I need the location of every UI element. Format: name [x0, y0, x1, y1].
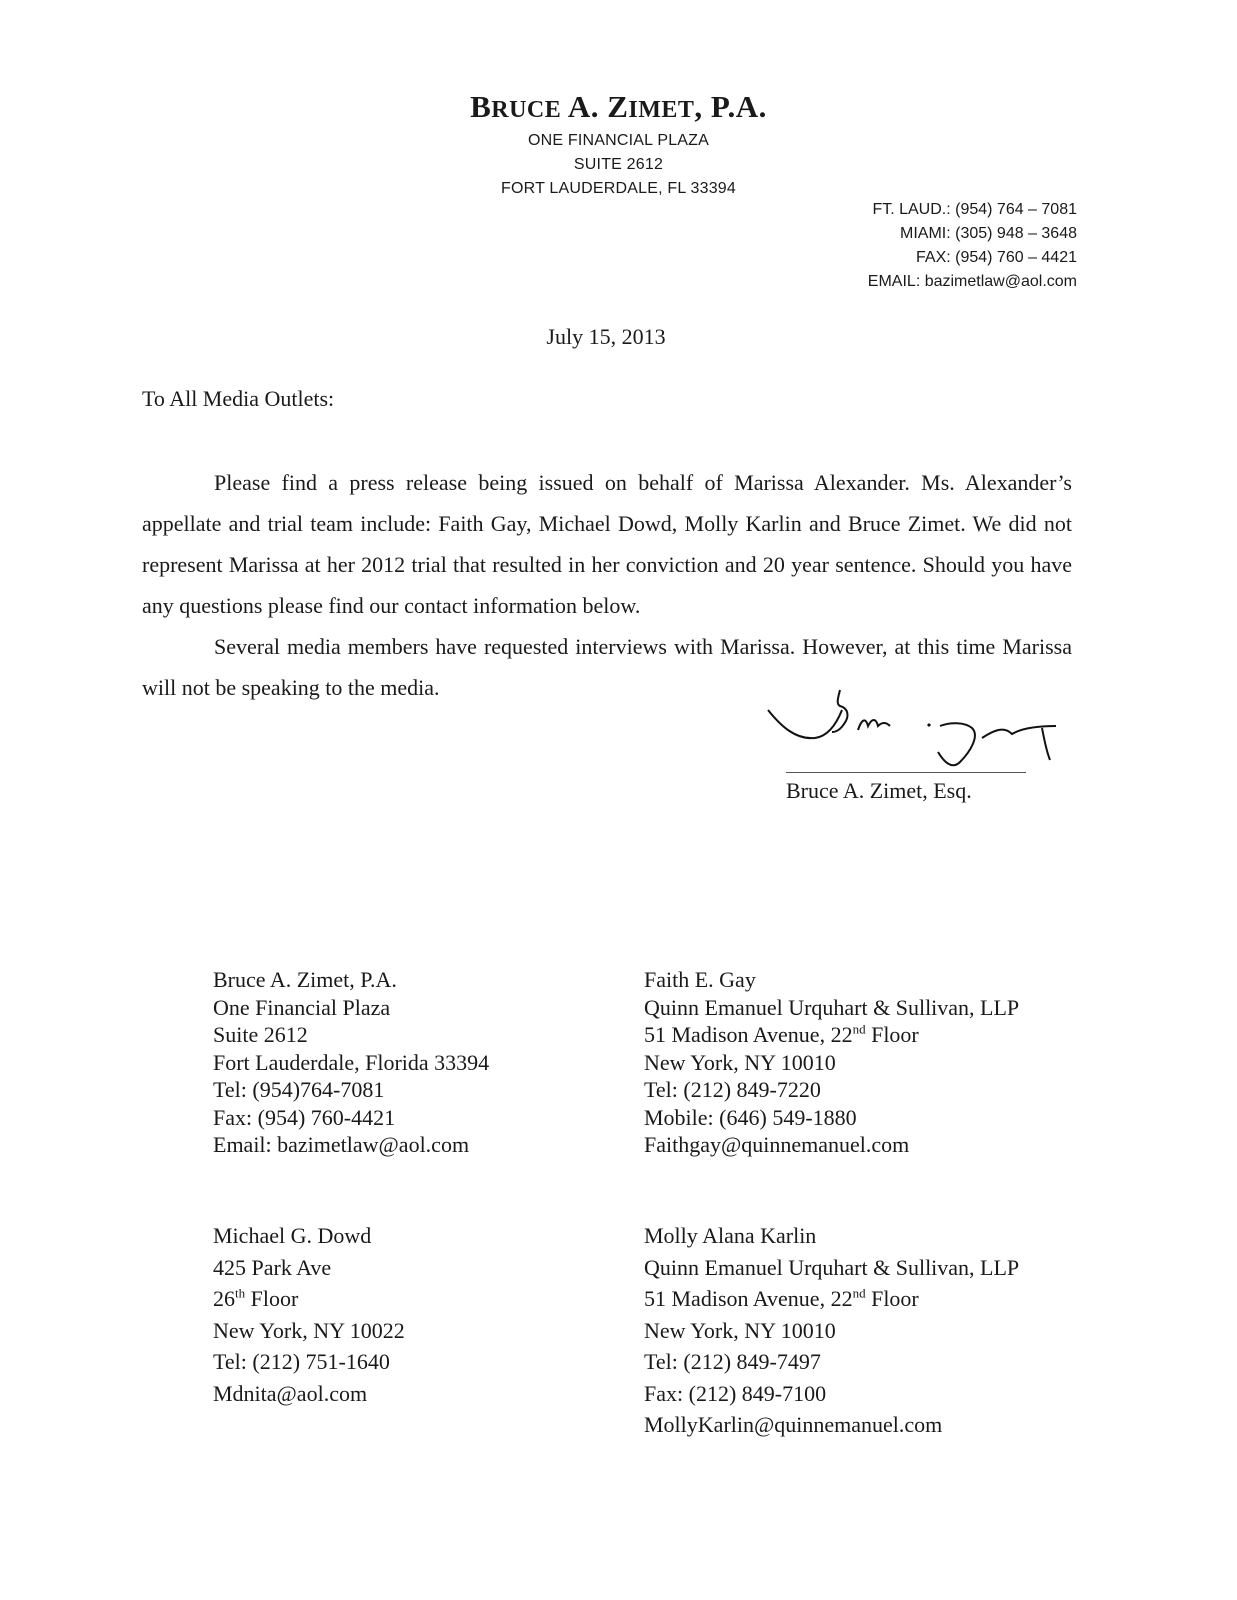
contact-address-part: Floor	[865, 1022, 919, 1047]
letterhead-address-line: FORT LAUDERDALE, FL 33394	[500, 180, 737, 197]
contact-card-zimet	[213, 966, 489, 1159]
contact-line: One Financial Plaza	[213, 994, 391, 1020]
contact-card-karlin	[644, 1220, 1019, 1441]
contact-line: Fax: (954) 760-4421	[213, 1104, 396, 1130]
contact-street: 425 Park Ave	[213, 1254, 332, 1280]
contact-floor	[213, 1283, 405, 1315]
contact-line: Suite 2612	[213, 1022, 308, 1047]
contact-name: Faith E. Gay	[644, 967, 756, 992]
ordinal-suffix: th	[235, 1285, 246, 1301]
contact-city: New York, NY 10010	[644, 1317, 836, 1343]
letterhead-phone-miami: MIAMI: (305) 948 – 3648	[900, 225, 1077, 242]
contact-card-dowd	[213, 1220, 405, 1409]
ordinal-suffix: nd	[852, 1285, 866, 1301]
contact-floor-part: 26	[213, 1286, 235, 1311]
contact-city: New York, NY 10022	[213, 1317, 405, 1343]
contact-address-part: Floor	[865, 1286, 919, 1311]
contact-floor-part: Floor	[245, 1286, 299, 1311]
firm-name-part: A.	[567, 89, 599, 124]
contact-firm: Quinn Emanuel Urquhart & Sullivan, LLP	[644, 1254, 1020, 1280]
firm-name-part: IMET	[628, 97, 695, 123]
firm-name	[0, 88, 1237, 129]
letterhead	[0, 88, 1237, 201]
contact-email: MollyKarlin@quinnemanuel.com	[644, 1412, 943, 1437]
contact-email: Email: bazimetlaw@aol.com	[213, 1132, 470, 1157]
contact-line: Tel: (954)764-7081	[213, 1077, 385, 1102]
ordinal-suffix: nd	[852, 1021, 866, 1037]
contact-fax: Fax: (212) 849-7100	[644, 1380, 827, 1406]
letterhead-address-line: ONE FINANCIAL PLAZA	[527, 132, 710, 149]
contact-line: Bruce A. Zimet, P.A.	[213, 967, 397, 992]
contact-tel: Tel: (212) 849-7220	[644, 1077, 821, 1102]
contact-tel: Tel: (212) 751-1640	[213, 1349, 390, 1374]
contact-line: Fort Lauderdale, Florida 33394	[213, 1049, 490, 1075]
firm-name-part: Z	[607, 89, 629, 124]
letter-date: July 15, 2013	[546, 324, 666, 349]
contact-name: Michael G. Dowd	[213, 1223, 372, 1248]
body-paragraph: Please find a press release being issued on behalf of Marissa Alexander. Ms. Alexander’s appellate and trial team include: Faith Gay, Michael Dowd, Molly Karlin and Bruce Zimet. We did not represent Marissa at her 2012 trial that resulted in her conviction and 20 year sentence. Should you have any questions please find our contact information below.	[142, 470, 1072, 618]
contact-address-part: 51 Madison Avenue, 22	[644, 1286, 853, 1311]
handwritten-signature	[760, 680, 1080, 780]
contact-tel: Tel: (212) 849-7497	[644, 1349, 821, 1374]
letterhead-phone-ftlaud: FT. LAUD.: (954) 764 – 7081	[872, 201, 1077, 218]
signature-line	[786, 772, 1026, 773]
letterhead-address-line: SUITE 2612	[573, 156, 664, 173]
contact-email: Faithgay@quinnemanuel.com	[644, 1132, 910, 1157]
contact-firm: Quinn Emanuel Urquhart & Sullivan, LLP	[644, 994, 1020, 1020]
letterhead-contact-block	[868, 198, 1077, 294]
firm-name-part: , P.A.	[694, 89, 767, 124]
contact-city: New York, NY 10010	[644, 1049, 836, 1075]
letterhead-email: EMAIL: bazimetlaw@aol.com	[867, 273, 1077, 290]
letterhead-fax: FAX: (954) 760 – 4421	[916, 249, 1077, 266]
contact-address	[644, 1021, 1019, 1049]
letter-body	[142, 462, 1072, 708]
contact-name: Molly Alana Karlin	[644, 1223, 817, 1248]
contact-email: Mdnita@aol.com	[213, 1380, 368, 1406]
signature-name: Bruce A. Zimet, Esq.	[786, 778, 972, 803]
contact-card-gay	[644, 966, 1019, 1159]
contact-mobile: Mobile: (646) 549-1880	[644, 1104, 857, 1130]
contact-address-part: 51 Madison Avenue, 22	[644, 1022, 853, 1047]
salutation: To All Media Outlets:	[142, 386, 335, 411]
contact-address	[644, 1283, 1019, 1315]
firm-name-part: B	[470, 89, 492, 124]
firm-name-part: RUCE	[491, 97, 562, 123]
body-paragraph: Several media members have requested interviews with Marissa. However, at this time Marissa will not be speaking to the media.	[142, 634, 1072, 700]
